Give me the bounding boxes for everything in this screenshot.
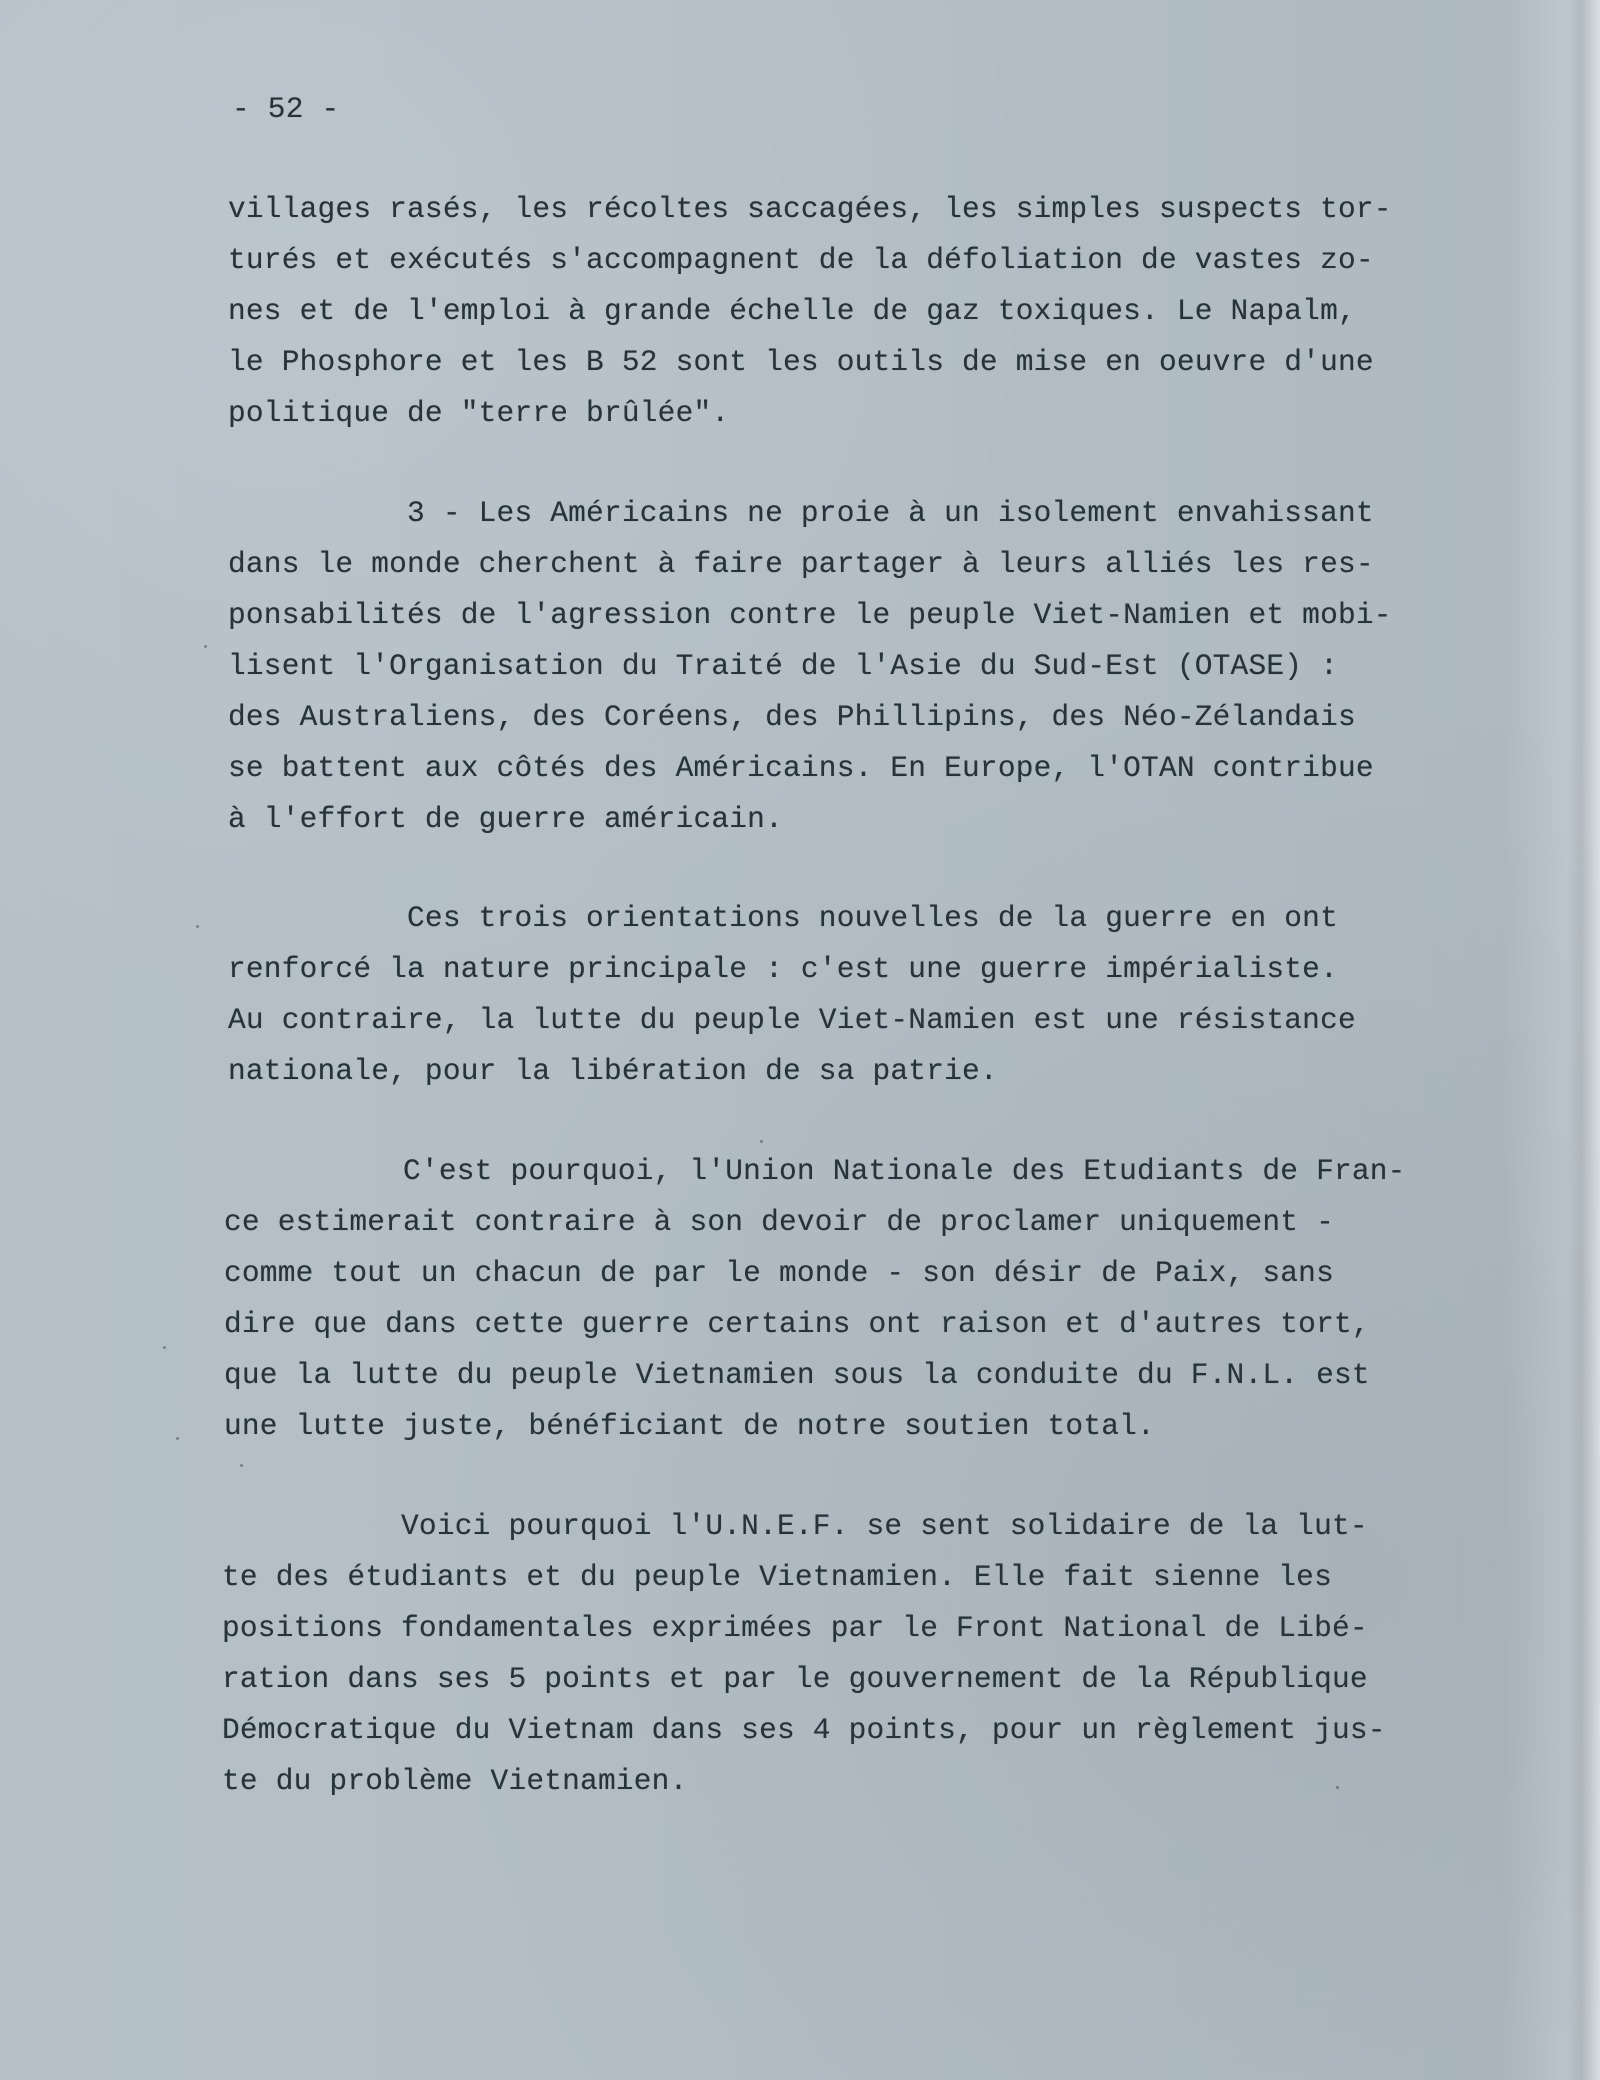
paper-speck: [204, 645, 207, 648]
paper-speck: [760, 1140, 763, 1143]
paragraph-scorched-earth: villages rasés, les récoltes saccagées, les simples suspects tor- turés et exécutés s'accompagnent de la défoliation de vastes zo- nes et de l'emploi à grande échelle de gaz toxiques. Le Napalm, le Phosphore et les B 52 sont les outils de mise en oeuvre d'une politique de "terre brûlée".: [228, 192, 1392, 430]
page-number: - 52 -: [232, 92, 340, 126]
paper-speck: [1336, 1786, 1339, 1789]
paragraph-allies-otase: 3 - Les Américains ne proie à un isolement envahissant dans le monde cherchent à faire partager à leurs alliés les res- ponsabilités de l'agression contre le peuple Viet-Namien et mobi- lisent l'Organisation du Traité de l'Asie du Sud-Est (OTASE) : des Australiens, des Coréens, des Phillipins, des Néo-Zélandais se battent aux côtés des Américains. En Europe, l'OTAN contribue à l'effort de guerre américain.: [228, 496, 1392, 836]
paper-speck: [163, 1346, 166, 1349]
paper-speck: [176, 1437, 179, 1440]
paper-speck: [240, 1464, 243, 1467]
paragraph-solidarity: Voici pourquoi l'U.N.E.F. se sent solidaire de la lut- te des étudiants et du peuple Vietnamien. Elle fait sienne les positions fondamentales exprimées par le Front National de Libé- ration dans ses 5 points et par le gouvernement de la République Démocratique du Vietnam dans ses 4 points, pour un règlement jus- te du problème Vietnamien.: [222, 1509, 1386, 1798]
paragraph-unef-position: C'est pourquoi, l'Union Nationale des Etudiants de Fran- ce estimerait contraire à son devoir de proclamer uniquement - comme tout un chacun de par le monde - son désir de Paix, sans dire que dans cette guerre certains ont raison et d'autres tort, que la lutte du peuple Vietnamien sous la conduite du F.N.L. est une lutte juste, bénéficiant de notre soutien total.: [224, 1154, 1406, 1443]
page-edge-shadow: [1566, 0, 1600, 2080]
paragraph-imperialist-war: Ces trois orientations nouvelles de la guerre en ont renforcé la nature principale : c'est une guerre impérialiste. Au contraire, la lutte du peuple Viet-Namien est une résistance nationale, pour la libération de sa patrie.: [228, 901, 1356, 1088]
paper-speck: [196, 925, 199, 928]
